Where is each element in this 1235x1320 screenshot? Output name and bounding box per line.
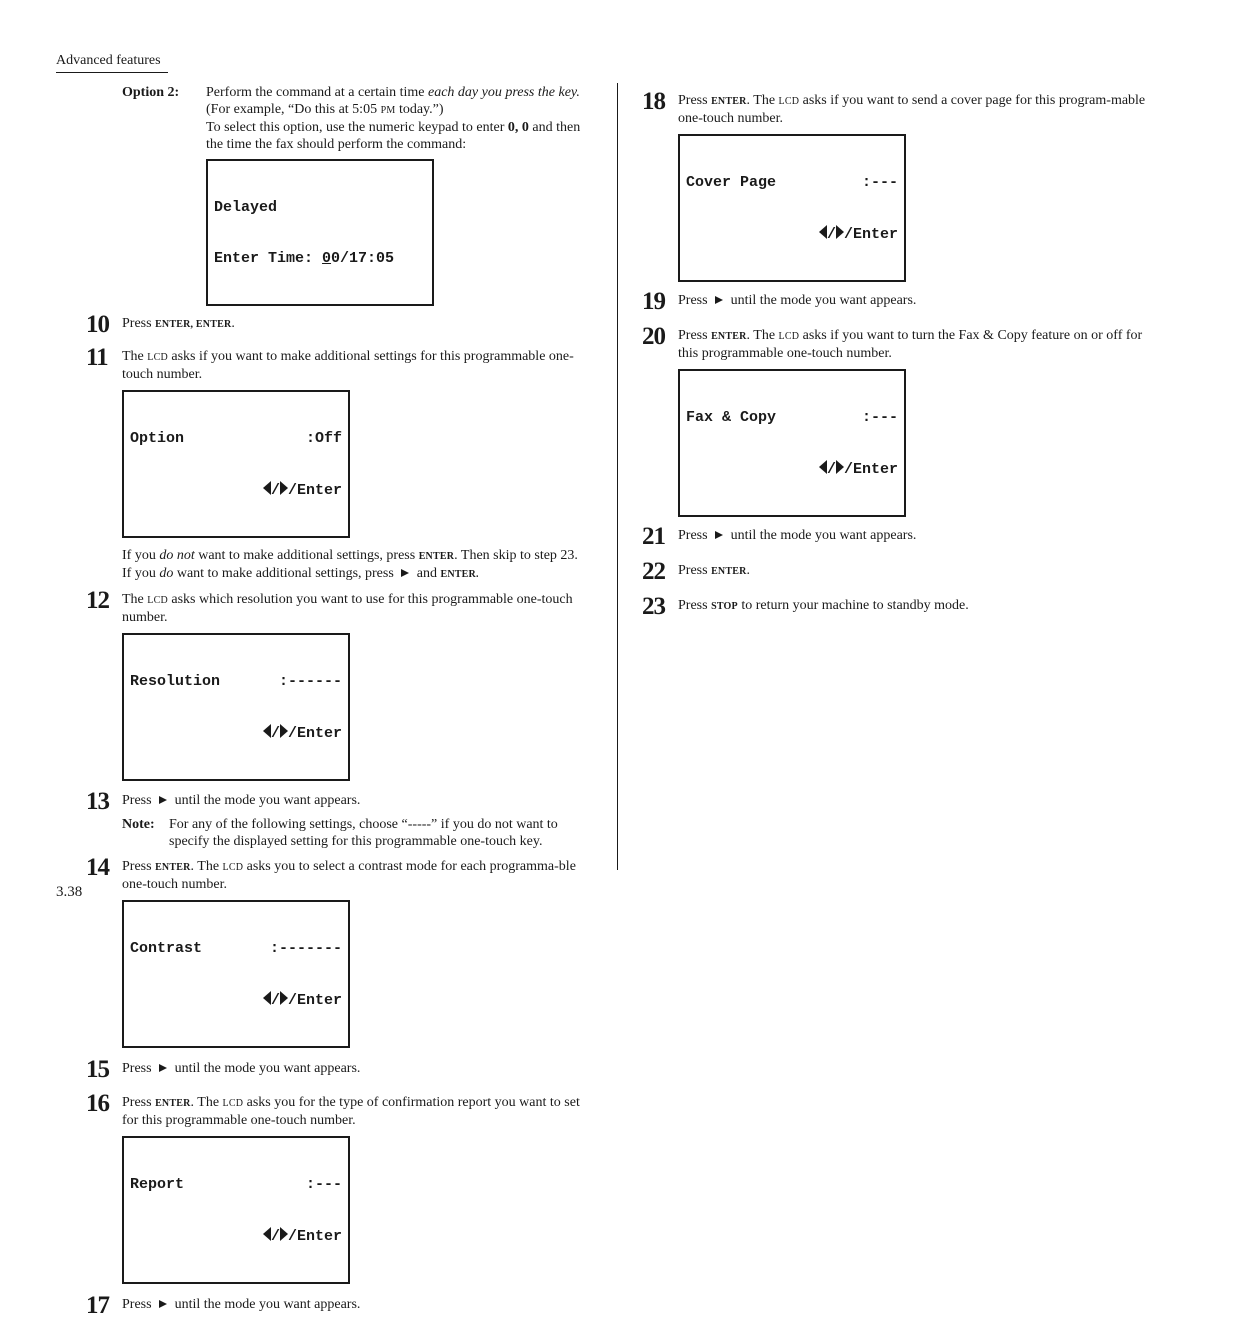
text-smallcaps: LCD (778, 331, 800, 342)
step-13 (86, 788, 596, 850)
text: . Then skip to step 23. (454, 548, 578, 563)
step-number: 18 (642, 88, 665, 115)
lcd-cover-page (678, 134, 906, 282)
text: . (231, 316, 235, 331)
lcd-report (122, 1136, 350, 1284)
text: To select this option, use the numeric keypad to enter (206, 120, 508, 135)
step-number: 22 (642, 558, 665, 585)
step-16 (86, 1090, 596, 1284)
text: :Off (305, 430, 342, 447)
step-number: 10 (86, 311, 109, 338)
text: . The (746, 328, 779, 343)
text: Press (678, 528, 712, 543)
right-arrow-icon (280, 481, 288, 495)
lcd-fax-copy (678, 369, 906, 517)
text: . (746, 563, 751, 578)
option-2-block (86, 84, 596, 306)
text: asks you to select a contrast mode for each programma-ble one-touch number. (122, 859, 576, 892)
lcd-line-1 (686, 174, 898, 191)
text: /Enter (287, 482, 342, 499)
step-number: 15 (86, 1056, 109, 1083)
page-number: 3.38 (56, 884, 83, 900)
step-text (678, 92, 1146, 127)
text: Perform the command at a certain time (206, 85, 428, 100)
step-text (122, 348, 596, 383)
option-2-para-2 (206, 119, 596, 153)
text-bold: 0, 0 (507, 120, 529, 135)
text: Press (678, 598, 712, 613)
left-arrow-icon (263, 1227, 271, 1241)
text: If you (122, 548, 160, 563)
text: /Enter (287, 1228, 342, 1245)
left-arrow-icon (819, 460, 827, 474)
step-number: 13 (86, 788, 109, 815)
text-italic: do (159, 566, 174, 581)
step-number: 11 (86, 344, 108, 371)
lcd-line-2: / /Enter (130, 991, 342, 1009)
step-text (122, 1296, 596, 1313)
text: Press (122, 1297, 156, 1312)
left-arrow-icon (263, 481, 271, 495)
step-10 (86, 311, 596, 338)
step-text (678, 597, 1146, 615)
option-2-text (206, 84, 596, 306)
option-2-para-1 (206, 84, 596, 119)
text: If you (122, 566, 160, 581)
lcd-line-1 (130, 1176, 342, 1193)
key-name: ENTER (711, 96, 747, 107)
text: until the mode you want appears. (727, 293, 917, 308)
text-smallcaps: LCD (147, 595, 168, 606)
step-20 (642, 323, 1146, 517)
step-15 (86, 1056, 596, 1083)
right-arrow-icon (836, 225, 844, 239)
lcd-line-2: / /Enter (130, 481, 342, 499)
step-number: 20 (642, 323, 665, 350)
lcd-line-1: Delayed (214, 199, 278, 216)
step-text (122, 858, 596, 893)
lcd-line-2: / /Enter (686, 460, 898, 478)
step-text (678, 527, 1146, 544)
text: Contrast (130, 940, 203, 957)
key-name: ENTER (418, 551, 455, 562)
text: Press (678, 563, 712, 578)
text: asks which resolution you want to use for this programmable one-touch number. (122, 592, 573, 625)
text: 0/17:05 (331, 250, 395, 267)
left-arrow-icon (819, 225, 827, 239)
step-11 (86, 344, 596, 583)
text: . The (190, 859, 223, 874)
right-arrow-icon (159, 1064, 167, 1072)
text: :------ (278, 673, 342, 690)
right-arrow-icon (159, 1300, 167, 1308)
step-text (122, 315, 596, 333)
step-19 (642, 288, 1146, 315)
right-column (642, 88, 1146, 620)
text: and then the time the fax should perform the command: (206, 120, 581, 152)
step-number: 16 (86, 1090, 109, 1117)
text: Resolution (130, 673, 221, 690)
text: Press (122, 316, 156, 331)
text: want to make additional settings, press (173, 566, 398, 581)
lcd-line-2 (214, 250, 426, 267)
text: asks if you want to turn the Fax & Copy feature on or off for this programmable one-touch number. (678, 328, 1143, 361)
text: Press (678, 293, 712, 308)
step-12 (86, 587, 596, 781)
step-text (122, 591, 596, 626)
step-text (122, 1060, 596, 1077)
step-number: 12 (86, 587, 109, 614)
right-arrow-icon (280, 1227, 288, 1241)
text: Fax & Copy (686, 409, 777, 426)
right-arrow-icon (836, 460, 844, 474)
key-name: ENTER (155, 1098, 191, 1109)
right-arrow-icon (280, 991, 288, 1005)
text: Press (122, 1061, 156, 1076)
text: until the mode you want appears. (171, 793, 361, 808)
column-divider (617, 83, 618, 870)
text: Press (678, 328, 712, 343)
step-text (678, 292, 1146, 309)
text: asks if you want to make additional settings for this programmable one-touch number. (122, 349, 574, 382)
step-text (678, 562, 1146, 580)
text: The (122, 349, 148, 364)
text: Press (678, 93, 712, 108)
step-number: 14 (86, 854, 109, 881)
text: :--- (305, 1176, 342, 1193)
left-arrow-icon (263, 991, 271, 1005)
right-arrow-icon (159, 796, 167, 804)
lcd-option (122, 390, 350, 538)
text-smallcaps: LCD (222, 862, 244, 873)
lcd-delayed (206, 159, 434, 306)
step-11-para-2 (122, 565, 596, 583)
text: Enter Time: (214, 250, 323, 267)
key-name: ENTER. (440, 569, 479, 580)
text: . The (746, 93, 779, 108)
text: Report (130, 1176, 185, 1193)
text: /Enter (843, 461, 898, 478)
cursor-digit: 0 (322, 250, 332, 267)
running-header: Advanced features (56, 53, 168, 73)
text: :--- (861, 174, 898, 191)
step-text (678, 327, 1146, 362)
option-2-label: Option 2: (122, 85, 180, 100)
lcd-line-2: / /Enter (130, 1227, 342, 1245)
text: Press (122, 1095, 156, 1110)
text: and (413, 566, 441, 581)
step-14 (86, 854, 596, 1048)
text-smallcaps: LCD (778, 96, 800, 107)
step-number: 21 (642, 523, 665, 550)
text: Cover Page (686, 174, 777, 191)
step-text (122, 792, 596, 809)
text: The (122, 592, 148, 607)
text: /Enter (843, 226, 898, 243)
lcd-line-2: / /Enter (130, 724, 342, 742)
text: until the mode you want appears. (171, 1297, 361, 1312)
note-text: For any of the following settings, choose “-----” if you do not want to specify the displayed setting for this programmable one-touch key. (169, 817, 558, 849)
text: Press (122, 793, 156, 808)
left-arrow-icon (263, 724, 271, 738)
key-name: ENTER (711, 331, 747, 342)
text: Press (122, 859, 156, 874)
text-italic: each day you press the key. (427, 85, 580, 100)
step-22 (642, 558, 1146, 585)
key-name: ENTER (155, 862, 191, 873)
text: /Enter (287, 992, 342, 1009)
text-italic: do not (159, 548, 195, 563)
right-arrow-icon (401, 569, 409, 577)
text: . The (190, 1095, 223, 1110)
step-number: 19 (642, 288, 665, 315)
left-column (86, 84, 596, 1319)
text: want to make additional settings, press (194, 548, 419, 563)
right-arrow-icon (280, 724, 288, 738)
text: /Enter (287, 725, 342, 742)
step-21 (642, 523, 1146, 550)
right-arrow-icon (715, 296, 723, 304)
step-17 (86, 1292, 596, 1319)
text-smallcaps: LCD (222, 1098, 244, 1109)
key-name: ENTER (711, 566, 747, 577)
text: to return your machine to standby mode. (737, 598, 969, 613)
lcd-line-1 (686, 409, 898, 426)
note-label: Note: (122, 817, 155, 832)
text: today.”) (395, 102, 444, 117)
lcd-line-1 (130, 673, 342, 690)
text: until the mode you want appears. (171, 1061, 361, 1076)
text: :------- (269, 940, 342, 957)
step-number: 17 (86, 1292, 109, 1319)
text-smallcaps: PM (380, 105, 396, 116)
text: asks if you want to send a cover page for this program-mable one-touch number. (678, 93, 1146, 126)
note-block (122, 816, 596, 850)
key-name: STOP (711, 601, 738, 612)
text: asks you for the type of confirmation report you want to set for this programmable one-touch number. (122, 1095, 580, 1128)
step-text (122, 1094, 596, 1129)
text: Option (130, 430, 185, 447)
step-number: 23 (642, 593, 665, 620)
right-arrow-icon (715, 531, 723, 539)
lcd-line-1 (130, 940, 342, 957)
lcd-line-2: / /Enter (686, 225, 898, 243)
text: :--- (861, 409, 898, 426)
text: until the mode you want appears. (727, 528, 917, 543)
lcd-contrast (122, 900, 350, 1048)
lcd-resolution (122, 633, 350, 781)
step-18 (642, 88, 1146, 282)
text: (For example, “Do this at 5:05 (206, 102, 381, 117)
step-23 (642, 593, 1146, 620)
step-11-para-1 (122, 547, 596, 565)
key-name: ENTER, ENTER (155, 319, 232, 330)
lcd-line-1 (130, 430, 342, 447)
text-smallcaps: LCD (147, 352, 168, 363)
